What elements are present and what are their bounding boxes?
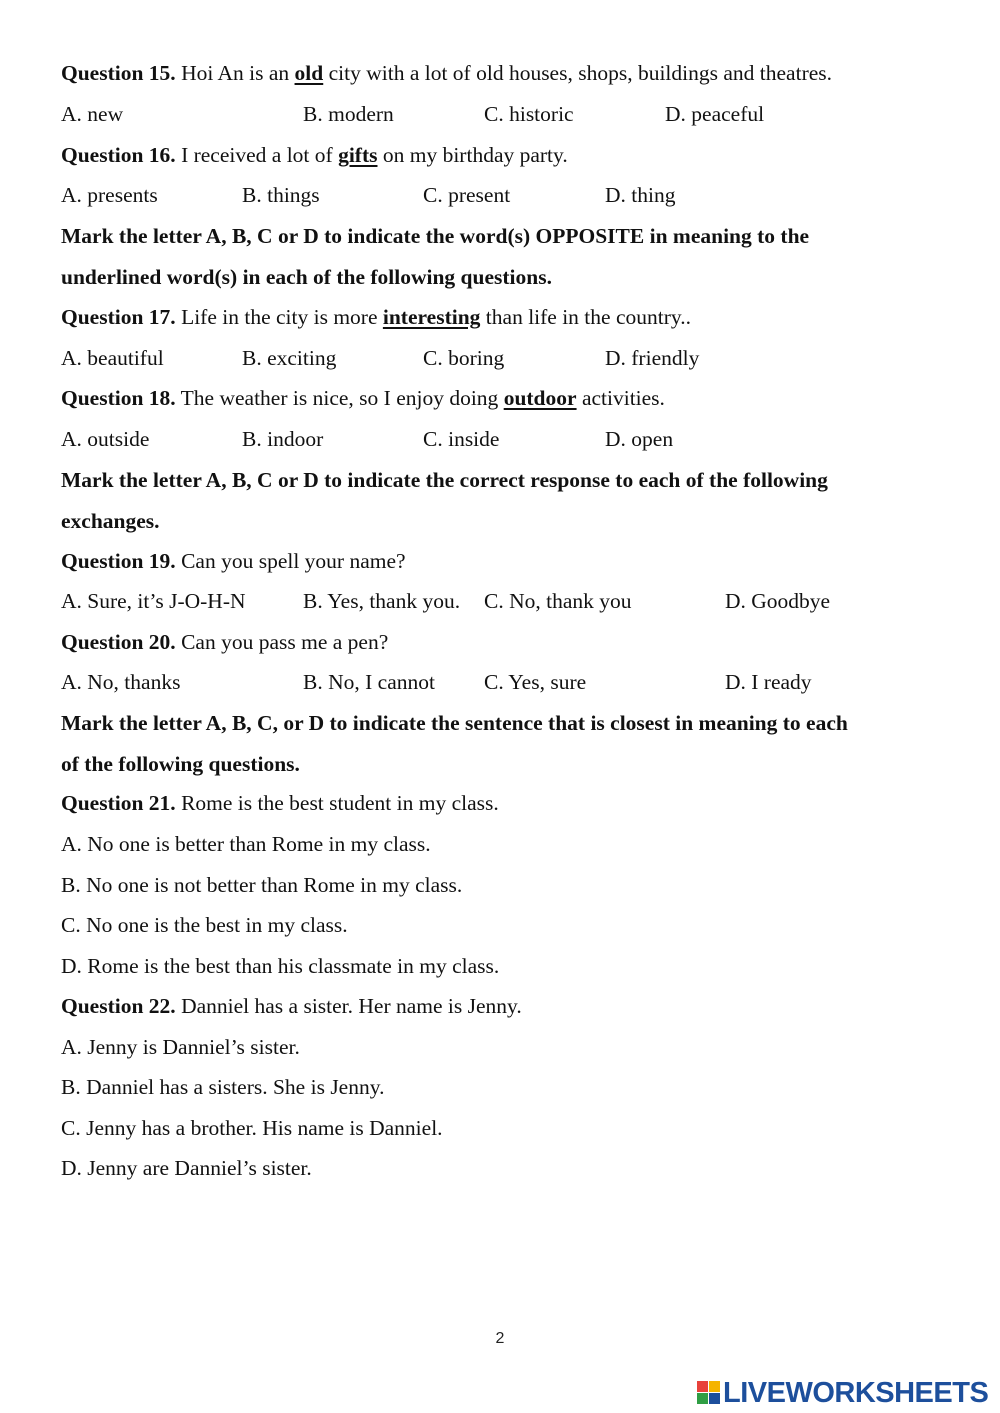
option-b[interactable]: B. exciting (242, 346, 337, 370)
logo-icon-block (709, 1381, 720, 1392)
liveworksheets-logo (697, 1378, 988, 1408)
instruction-opposite-line-1: Mark the letter A, B, C or D to indicate the word(s) OPPOSITE in meaning to the (61, 224, 810, 248)
question-label: Question 16. (61, 143, 176, 167)
liveworksheets-logo-text: LIVEWORKSHEETS (723, 1377, 989, 1409)
question-text: activities. (576, 386, 665, 410)
logo-icon-block (697, 1393, 708, 1404)
question-text: Hoi An is an (175, 61, 295, 85)
option-d[interactable]: D. I ready (725, 670, 812, 694)
question-label: Question 18. (61, 386, 176, 410)
option-b[interactable]: B. No, I cannot (303, 670, 435, 694)
option-a[interactable]: A. presents (61, 183, 158, 207)
option-c[interactable]: C. No one is the best in my class. (61, 913, 348, 937)
instruction-closest-line-1: Mark the letter A, B, C, or D to indicate the sentence that is closest in meaning to each (61, 711, 848, 735)
option-c[interactable]: C. present (423, 183, 511, 207)
question-label: Question 21. (61, 791, 176, 815)
option-c[interactable]: C. No, thank you (484, 589, 632, 613)
option-a[interactable]: A. beautiful (61, 346, 164, 370)
option-d[interactable]: D. peaceful (665, 102, 765, 126)
underlined-word: outdoor (503, 386, 577, 410)
question-text: I received a lot of (175, 143, 339, 167)
option-a[interactable]: A. No one is better than Rome in my class. (61, 832, 431, 856)
question-19 (61, 548, 406, 574)
option-a[interactable]: A. Jenny is Danniel’s sister. (61, 1035, 300, 1059)
question-16 (61, 142, 568, 168)
question-text: city with a lot of old houses, shops, buildings and theatres. (323, 61, 833, 85)
underlined-word: gifts (338, 143, 378, 167)
option-a[interactable]: A. new (61, 102, 124, 126)
option-c[interactable]: C. inside (423, 427, 500, 451)
option-b[interactable]: B. No one is not better than Rome in my class. (61, 873, 463, 897)
question-20 (61, 629, 388, 655)
option-b[interactable]: B. Danniel has a sisters. She is Jenny. (61, 1075, 385, 1099)
question-15 (61, 60, 832, 86)
option-c[interactable]: C. boring (423, 346, 505, 370)
question-22 (61, 993, 522, 1019)
question-text: on my birthday party. (377, 143, 568, 167)
option-b[interactable]: B. indoor (242, 427, 324, 451)
question-text: Can you pass me a pen? (175, 630, 389, 654)
question-label: Question 19. (61, 549, 176, 573)
question-21 (61, 790, 499, 816)
question-text: Danniel has a sister. Her name is Jenny. (175, 994, 522, 1018)
option-d[interactable]: D. Rome is the best than his classmate in my class. (61, 954, 500, 978)
option-c[interactable]: C. historic (484, 102, 574, 126)
liveworksheets-logo-icon (697, 1379, 721, 1407)
question-18 (61, 385, 665, 411)
logo-icon-block (697, 1381, 708, 1392)
option-a[interactable]: A. outside (61, 427, 150, 451)
option-d[interactable]: D. friendly (605, 346, 700, 370)
option-d[interactable]: D. Goodbye (725, 589, 831, 613)
question-text: than life in the country.. (480, 305, 691, 329)
option-c[interactable]: C. Jenny has a brother. His name is Danniel. (61, 1116, 443, 1140)
question-label: Question 20. (61, 630, 176, 654)
question-text: Life in the city is more (175, 305, 383, 329)
question-text: The weather is nice, so I enjoy doing (175, 386, 504, 410)
option-b[interactable]: B. modern (303, 102, 394, 126)
instruction-opposite-line-2: underlined word(s) in each of the following questions. (61, 265, 552, 289)
question-label: Question 17. (61, 305, 176, 329)
question-label: Question 15. (61, 61, 176, 85)
question-text: Rome is the best student in my class. (175, 791, 499, 815)
logo-icon-block (709, 1393, 720, 1404)
option-b[interactable]: B. things (242, 183, 320, 207)
option-a[interactable]: A. Sure, it’s J-O-H-N (61, 589, 246, 613)
question-17 (61, 304, 691, 330)
instruction-response-line-2: exchanges. (61, 509, 160, 533)
underlined-word: old (294, 61, 324, 85)
option-b[interactable]: B. Yes, thank you. (303, 589, 461, 613)
page-number: 2 (495, 1330, 505, 1347)
question-text: Can you spell your name? (175, 549, 406, 573)
option-d[interactable]: D. Jenny are Danniel’s sister. (61, 1156, 312, 1180)
option-c[interactable]: C. Yes, sure (484, 670, 587, 694)
underlined-word: interesting (382, 305, 481, 329)
question-label: Question 22. (61, 994, 176, 1018)
option-d[interactable]: D. thing (605, 183, 676, 207)
option-a[interactable]: A. No, thanks (61, 670, 181, 694)
option-d[interactable]: D. open (605, 427, 674, 451)
instruction-closest-line-2: of the following questions. (61, 752, 300, 776)
instruction-response-line-1: Mark the letter A, B, C or D to indicate the correct response to each of the following (61, 468, 828, 492)
